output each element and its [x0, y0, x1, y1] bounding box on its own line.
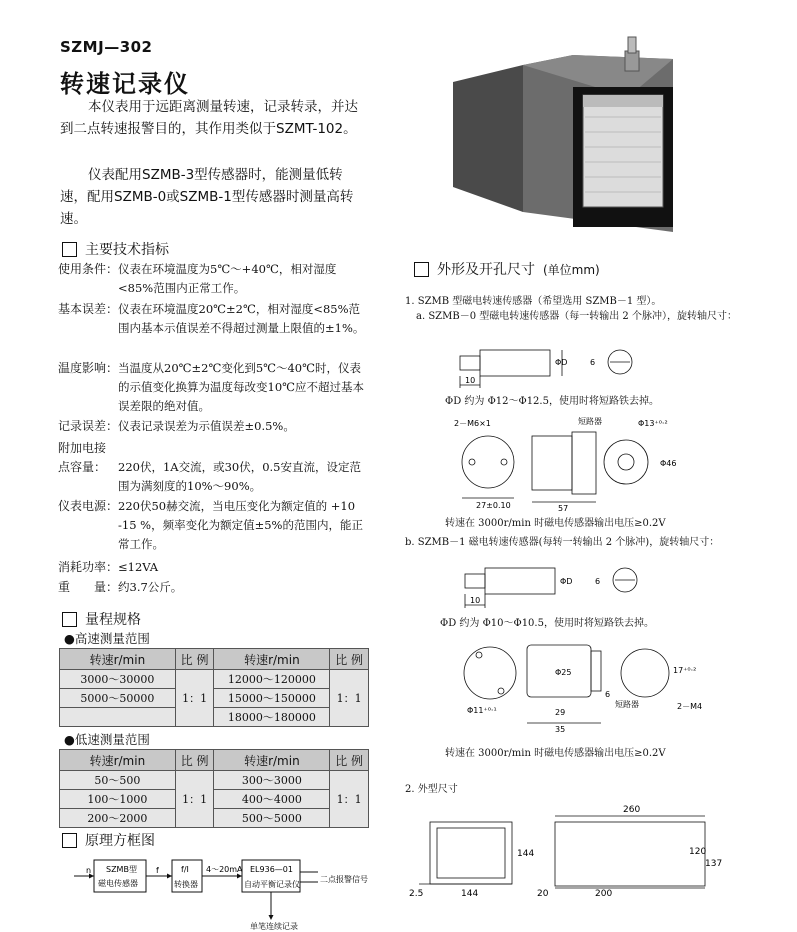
input-n-label: n	[86, 866, 92, 875]
spec-value: 仪表在环境温度20℃±2℃，相对湿度<85%范围内基本示值误差不得超过测量上限值的±1%。	[118, 302, 365, 335]
dim-35: 35	[555, 725, 566, 734]
table-cell: 500～5000	[214, 809, 330, 828]
spec-row	[58, 558, 368, 577]
sensor-title: 1. SZMB 型磁电转速传感器（希望选用 SZMB－1 型）。	[405, 296, 662, 307]
spec-key: 基本误差：	[58, 302, 119, 316]
dim-phiD: ΦD	[555, 358, 568, 367]
dim-200: 200	[595, 889, 613, 899]
outline-title: 2. 外型尺寸	[405, 784, 458, 795]
dim-2-5: 2.5	[409, 889, 424, 899]
sensor-b-note: ΦD 约为 Φ10～Φ10.5，使用时将短路铁去掉。	[440, 618, 654, 629]
col-header: 转速r/min	[60, 649, 176, 670]
table-row	[60, 670, 369, 689]
spec-row	[58, 578, 368, 597]
spec-key: 重 量：	[58, 580, 119, 594]
dim-6: 6	[590, 358, 596, 367]
table-header-row	[60, 750, 369, 771]
table-cell: 100～1000	[60, 790, 176, 809]
checkbox-square-icon	[62, 833, 77, 848]
sensor-a-output: 转速在 3000r/min 时磁电传感器输出电压≥0.2V	[445, 518, 666, 529]
table-row	[60, 708, 369, 727]
spec-value: 当温度从20℃±2℃变化到5℃～40℃时，仪表的示值变化换算为温度每改变10℃应不超过基本误差限的绝对值。	[118, 361, 364, 413]
shaft-drawing-a	[450, 340, 640, 392]
page-title: 转速记录仪	[60, 70, 190, 98]
sensor-drawing-a	[448, 414, 708, 514]
dim-144h: 144	[517, 849, 535, 859]
intro-paragraph-1: 本仪表用于远距离测量转速，记录转录，并达到二点转速报警目的，其作用类似于SZMT-102。	[60, 99, 358, 137]
col-header: 比 例	[330, 750, 369, 771]
dim-29: 29	[555, 708, 566, 717]
spec-value: 仪表在环境温度为5℃～+40℃，相对湿度<85%范围内正常工作。	[118, 262, 337, 295]
block-diagram	[60, 850, 400, 932]
col-header: 转速r/min	[60, 750, 176, 771]
checkbox-square-icon	[414, 262, 429, 277]
dim-phiD-b: ΦD	[560, 577, 573, 586]
spec-row	[58, 417, 368, 436]
recorder-line1: EL936—01	[250, 865, 293, 874]
table-row	[60, 809, 369, 828]
col-header: 转速r/min	[214, 750, 330, 771]
ratio-cell: 1：1	[330, 771, 369, 828]
converter-line1: f/I	[181, 865, 189, 874]
dim-57: 57	[558, 504, 569, 513]
short-label-a: 短路器	[578, 417, 602, 426]
table-row	[60, 790, 369, 809]
spec-value: ≤12VA	[118, 560, 159, 574]
spec-row	[58, 439, 368, 458]
col-header: 转速r/min	[214, 649, 330, 670]
spec-value	[118, 439, 368, 458]
table-cell: 15000～150000	[214, 689, 330, 708]
spec-key: 仪表电源：	[58, 499, 119, 513]
spec-row	[58, 497, 368, 554]
spec-value: 仪表记录误差为示值误差±0.5%。	[118, 419, 295, 433]
high-range-label: ●高速测量范围	[64, 631, 150, 646]
section-dims-label: 外形及开孔尺寸	[437, 262, 535, 278]
ratio-cell: 1：1	[330, 670, 369, 727]
section-specs-label: 主要技术指标	[85, 242, 169, 258]
spec-key: 附加电接	[58, 441, 107, 455]
spec-row	[58, 359, 368, 416]
spec-value: 约3.7公斤。	[118, 580, 183, 594]
product-photo	[413, 37, 689, 226]
section-dims-unit: (单位mm)	[543, 262, 600, 277]
high-range-table	[59, 648, 369, 727]
table-row	[60, 689, 369, 708]
dim-25: Φ25	[555, 668, 572, 677]
spec-key: 记录误差：	[58, 419, 119, 433]
sensor-drawing-b	[455, 635, 725, 735]
shaft-drawing-b	[455, 560, 645, 612]
checkbox-square-icon	[62, 612, 77, 627]
spec-key: 温度影响：	[58, 361, 119, 375]
table-cell: 400～4000	[214, 790, 330, 809]
dim-10b: 10	[470, 596, 481, 605]
model-number: SZMJ—302	[60, 38, 153, 56]
table-cell	[60, 708, 176, 727]
dim-6-b: 6	[595, 577, 601, 586]
recorder-line2: 自动平衡记录仪	[244, 880, 300, 889]
sensor-a-desc: a. SZMB－0 型磁电转速传感器（每一转输出 2 个脉冲），旋转轴尺寸：	[416, 311, 737, 322]
dim-144w: 144	[461, 889, 479, 899]
table-cell: 300～3000	[214, 771, 330, 790]
section-ranges-heading	[62, 609, 141, 629]
dim-27: 27±0.10	[476, 501, 511, 510]
table-cell: 50～500	[60, 771, 176, 790]
dim-137: 137	[705, 859, 723, 869]
spec-value: 220伏50赫交流，当电压变化为额定值的 +10 -15 %，频率变化为额定值±5%的范围内，能正常工作。	[118, 499, 363, 551]
col-header: 比 例	[330, 649, 369, 670]
spec-row	[58, 260, 368, 298]
short-label-b: 短路器	[615, 700, 639, 709]
spec-row	[58, 458, 368, 496]
sensor-a-note: ΦD 约为 Φ12～Φ12.5，使用时将短路铁去掉。	[445, 396, 659, 407]
dim-20: 20	[537, 889, 549, 899]
col-header: 比 例	[175, 649, 214, 670]
table-cell: 18000～180000	[214, 708, 330, 727]
converter-line2: 转换器	[174, 880, 198, 889]
low-range-label: ●低速测量范围	[64, 732, 150, 747]
table-row	[60, 771, 369, 790]
dim-13: Φ13⁺⁰·²	[638, 419, 668, 428]
table-cell: 5000～50000	[60, 689, 176, 708]
section-block-heading	[62, 830, 155, 850]
dim-260: 260	[623, 805, 641, 815]
dim-46: Φ46	[660, 459, 677, 468]
checkbox-square-icon	[62, 242, 77, 257]
table-header-row	[60, 649, 369, 670]
sensor-line2: 磁电传感器	[98, 879, 138, 888]
col-header: 比 例	[175, 750, 214, 771]
signal-f-label: f	[156, 866, 159, 875]
dim-m6: 2－M6×1	[454, 419, 491, 428]
section-specs-heading	[62, 239, 169, 259]
section-block-label: 原理方框图	[85, 833, 155, 849]
dim-17: 17⁺⁰·²	[673, 666, 697, 675]
dim-m4: 2－M4	[677, 702, 703, 711]
spec-key: 消耗功率：	[58, 560, 119, 574]
current-label: 4～20mA	[206, 865, 243, 874]
spec-key: 点容量：	[58, 460, 107, 474]
section-ranges-label: 量程规格	[85, 612, 141, 628]
sensor-b-output: 转速在 3000r/min 时磁电传感器输出电压≥0.2V	[445, 748, 666, 759]
table-cell: 200～2000	[60, 809, 176, 828]
table-cell: 3000～30000	[60, 670, 176, 689]
section-dims-heading	[414, 259, 600, 279]
record-label: 单笔连续记录	[250, 922, 298, 931]
spec-value: 220伏，1A交流，或30伏，0.5安直流，设定范围为满刻度的10%～90%。	[118, 460, 361, 493]
dim-6c: 6	[605, 690, 611, 699]
ratio-cell: 1：1	[175, 670, 214, 727]
low-range-table	[59, 749, 369, 828]
dim-120: 120	[689, 847, 707, 857]
intro-paragraph-2: 仪表配用SZMB-3型传感器时，能测量低转速，配用SZMB-0或SZMB-1型传感器时测量高转速。	[60, 167, 354, 227]
ratio-cell: 1：1	[175, 771, 214, 828]
outline-drawing	[405, 800, 723, 900]
sensor-b-desc: b. SZMB－1 磁电转速传感器(每转一转输出 2 个脉冲)，旋转轴尺寸：	[405, 537, 720, 548]
dim-11: Φ11⁺⁰·¹	[467, 706, 497, 715]
spec-key: 使用条件：	[58, 262, 119, 276]
sensor-line1: SZMB型	[106, 865, 137, 874]
dim-10: 10	[465, 376, 476, 385]
alarm-label: 二点报警信号	[320, 875, 368, 884]
table-cell: 12000～120000	[214, 670, 330, 689]
spec-row	[58, 300, 368, 338]
